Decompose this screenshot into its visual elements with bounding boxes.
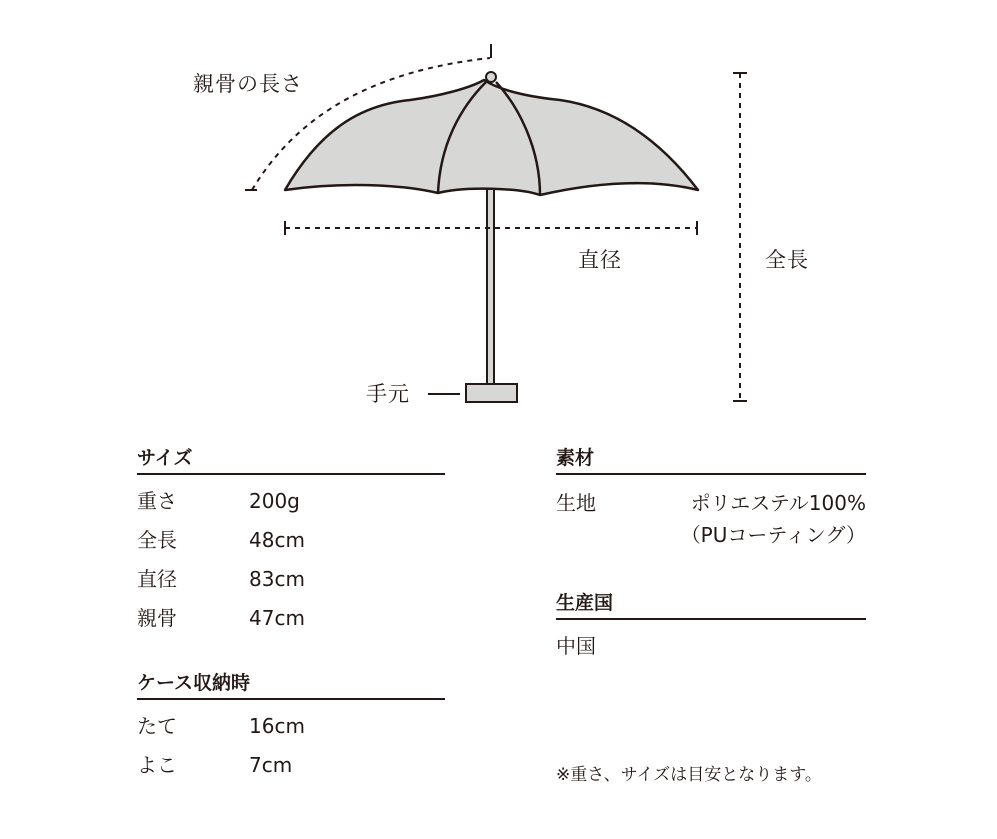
total-length-label: 全長 [765, 248, 809, 272]
material-section [556, 443, 866, 551]
spec-row-rib [137, 604, 445, 643]
umbrella-canopy [285, 80, 698, 195]
spec-value: 16cm [249, 714, 305, 738]
diameter-label: 直径 [578, 248, 622, 272]
origin-value: 中国 [556, 634, 596, 658]
case-section [137, 668, 445, 790]
material-value [656, 487, 866, 551]
spec-row-weight [137, 487, 445, 526]
material-value-line2: （PUコーティング） [680, 523, 866, 547]
spec-value: 47cm [249, 606, 305, 630]
case-title: ケース収納時 [137, 668, 445, 700]
spec-label: よこ [137, 753, 177, 777]
material-row [556, 487, 866, 551]
spec-label: 全長 [137, 528, 177, 552]
origin-title: 生産国 [556, 588, 866, 620]
umbrella-shaft [487, 185, 494, 385]
origin-section [556, 588, 866, 660]
spec-label: 親骨 [137, 606, 177, 630]
material-label: 生地 [556, 491, 596, 515]
material-title: 素材 [556, 443, 866, 475]
umbrella-tip [486, 72, 496, 82]
material-value-line1: ポリエステル100% [690, 491, 866, 515]
handle-label: 手元 [366, 382, 410, 406]
spec-label: 重さ [137, 489, 177, 513]
spec-row-diameter [137, 565, 445, 604]
spec-row-case-height [137, 712, 445, 751]
size-section [137, 443, 445, 643]
rib-length-label: 親骨の長さ [193, 72, 303, 96]
spec-value: 83cm [249, 567, 305, 591]
spec-label: たて [137, 714, 177, 738]
umbrella-handle [466, 384, 517, 402]
spec-row-case-width [137, 751, 445, 790]
spec-value: 48cm [249, 528, 305, 552]
spec-row-total-length [137, 526, 445, 565]
size-title: サイズ [137, 443, 445, 475]
spec-value: 7cm [249, 753, 293, 777]
size-note: ※重さ、サイズは目安となります。 [556, 765, 822, 785]
spec-value: 200g [249, 489, 300, 513]
spec-label: 直径 [137, 567, 177, 591]
